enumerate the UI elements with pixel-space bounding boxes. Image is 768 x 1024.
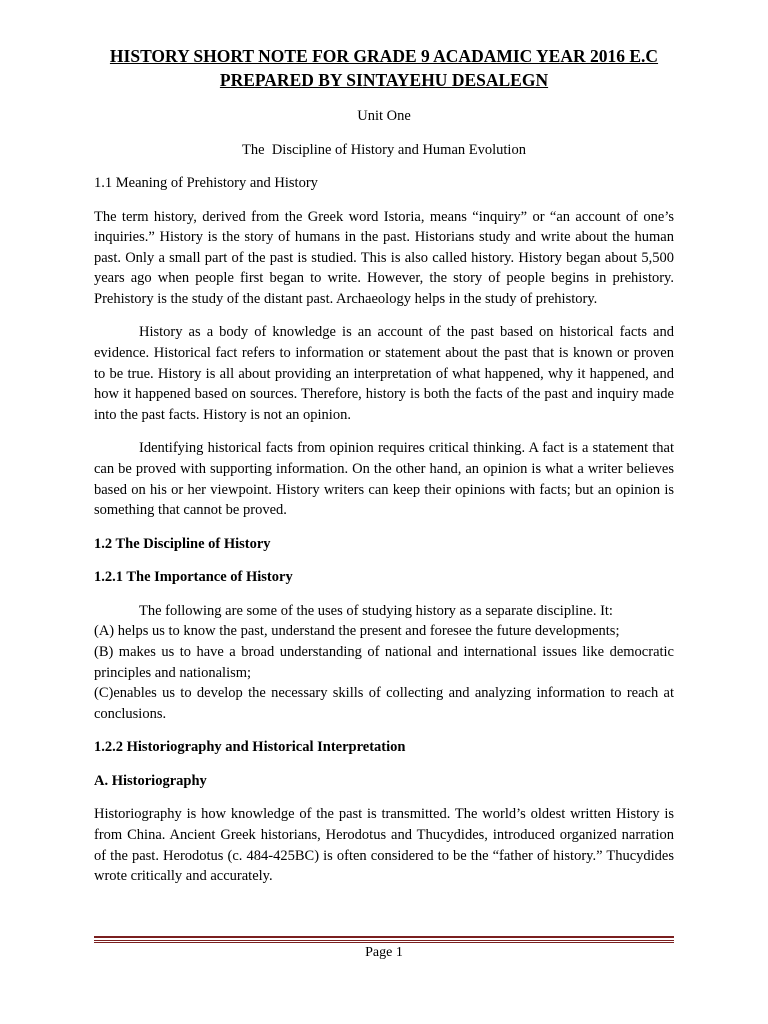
list-item: (C)enables us to develop the necessary skills of collecting and analyzing information to reach at conclusions.	[94, 685, 674, 722]
importance-list-intro: The following are some of the uses of studying history as a separate discipline. It:	[139, 602, 613, 619]
unit-title: The Discipline of History and Human Evolution	[242, 141, 526, 158]
list-item: (B) makes us to have a broad understanding of national and international issues like democratic principles and nationalism;	[94, 644, 674, 681]
document-page	[94, 44, 674, 900]
paragraph-history-knowledge: History as a body of knowledge is an account of the past based on historical facts and evidence. Historical fact refers to information or statement about the past that is known or proven to be true. History is all about providing an interpretation of what happened, why it happened, and how it happened based on sources. Therefore, history is both the facts of the past and inquiry made into the past facts. History is not an opinion.	[94, 324, 674, 423]
unit-label: Unit One	[357, 108, 411, 124]
section-1-2-1-heading: 1.2.1 The Importance of History	[94, 569, 293, 586]
page-number: Page 1	[365, 945, 403, 960]
section-1-2-heading: 1.2 The Discipline of History	[94, 535, 271, 552]
footer-divider	[94, 936, 674, 943]
paragraph-historiography: Historiography is how knowledge of the past is transmitted. The world’s oldest written History is from China. Ancient Greek historians, Herodotus and Thucydides, introduced organized narration of the past. Herodotus (c. 484-425BC) is often considered to be the “father of history.” Thucydides wrote critically and accurately.	[94, 806, 674, 885]
title-line-2: PREPARED BY SINTAYEHU DESALEGN	[219, 70, 549, 90]
paragraph-history-definition: The term history, derived from the Greek word Istoria, means “inquiry” or “an account of one’s inquiries.” History is the story of humans in the past. Historians study and write about the human past. Only a small part of the past is studied. This is also called history. History began about 5,500 years ago when people first began to write. However, the story of people begins in prehistory. Prehistory is the study of the distant past. Archaeology helps in the study of prehistory.	[94, 208, 674, 307]
importance-list	[94, 601, 674, 725]
title-line-1: HISTORY SHORT NOTE FOR GRADE 9 ACADAMIC YEAR 2016 E.C	[109, 46, 659, 66]
historiography-heading: A. Historiography	[94, 772, 207, 789]
section-1-1-heading: 1.1 Meaning of Prehistory and History	[94, 175, 318, 191]
section-1-2-2-heading: 1.2.2 Historiography and Historical Interpretation	[94, 739, 406, 756]
list-item: (A) helps us to know the past, understand the present and foresee the future developments;	[94, 623, 620, 640]
paragraph-fact-opinion: Identifying historical facts from opinion requires critical thinking. A fact is a statement that can be proved with supporting information. On the other hand, an opinion is what a writer believes based on his or her viewpoint. History writers can keep their opinions with facts; but an opinion is something that cannot be proved.	[94, 440, 674, 519]
document-title	[94, 44, 674, 92]
